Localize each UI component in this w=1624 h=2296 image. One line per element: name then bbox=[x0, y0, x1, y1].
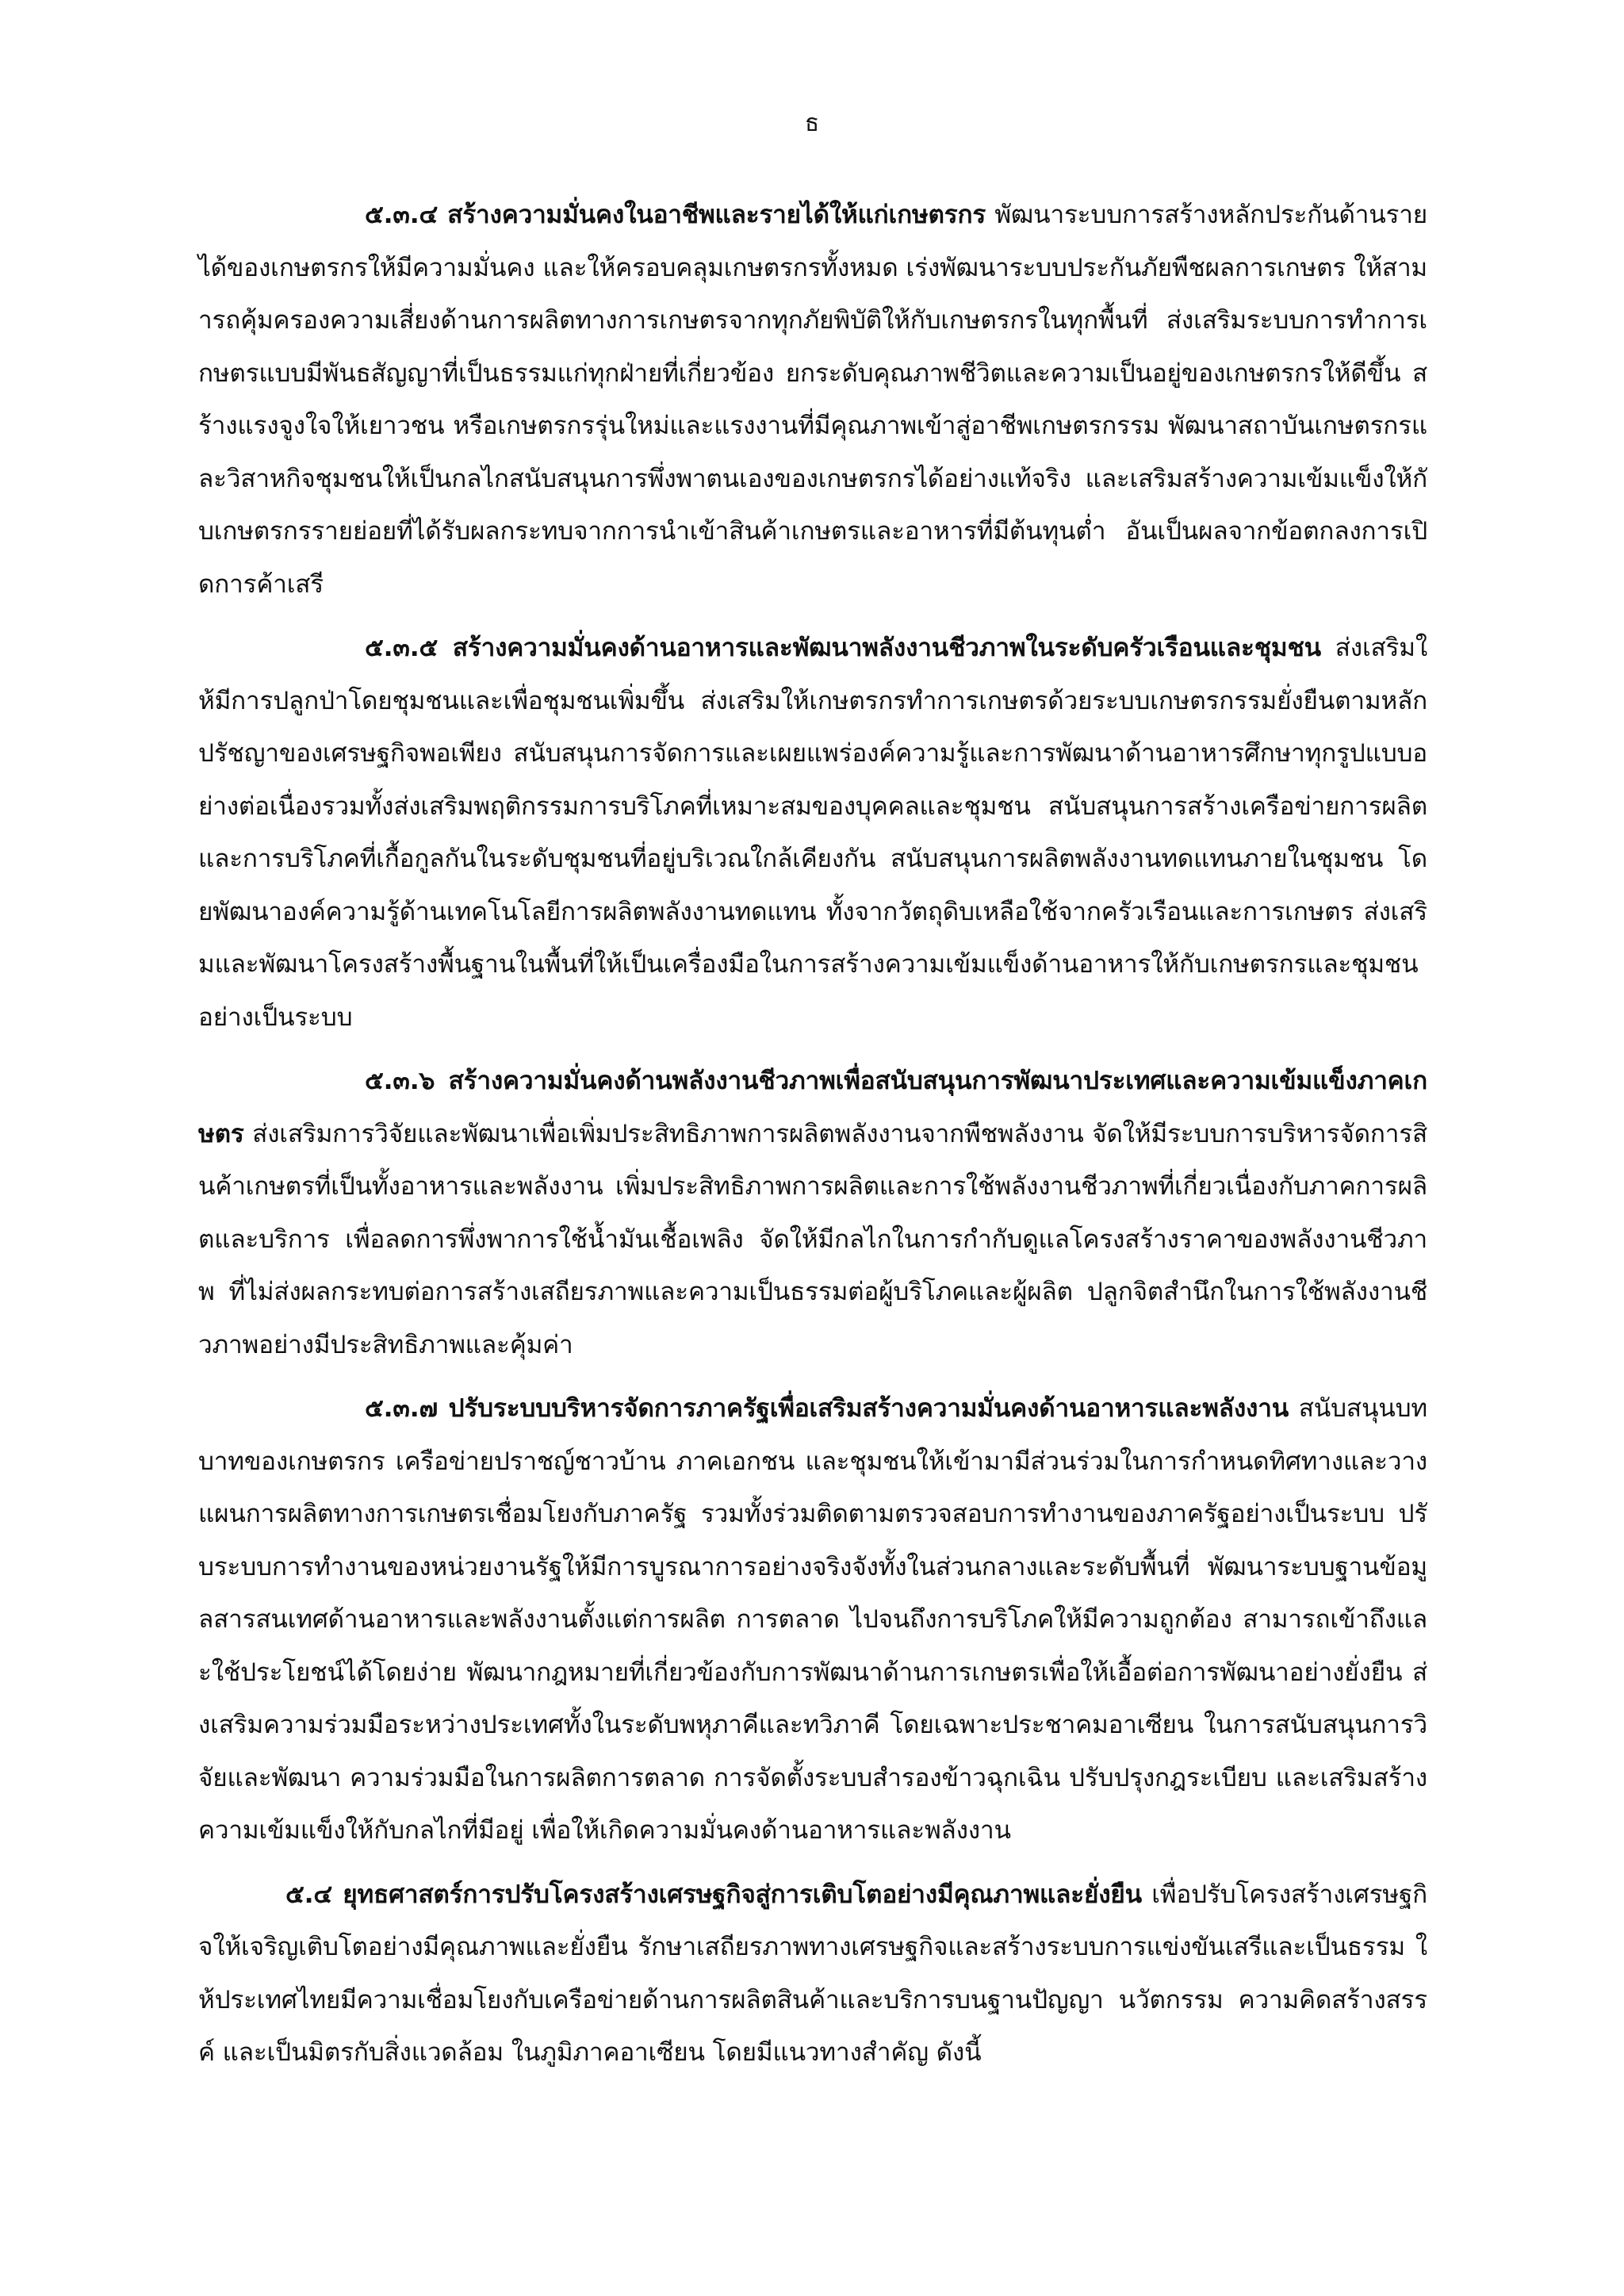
section-heading: ๕.๓.๕ สร้างความมั่นคงด้านอาหารและพัฒนาพลังงานชีวภาพในระดับครัวเรือนและชุมชน bbox=[365, 634, 1321, 662]
section-heading: ๕.๔ ยุทธศาสตร์การปรับโครงสร้างเศรษฐกิจสู่การเติบโตอย่างมีคุณภาพและยั่งยืน bbox=[285, 1880, 1142, 1909]
section-5-3-7 bbox=[198, 1382, 1427, 1857]
section-text: เพื่อปรับโครงสร้างเศรษฐกิจให้เจริญเติบโตอย่างมีคุณภาพและยั่งยืน รักษาเสถียรภาพทางเศรษฐกิจและสร้างระบบการแข่งขันเสรีและเป็นธรรม ให้ประเทศไทยมีความเชื่อมโยงกับเครือข่ายด้านการผลิตสินค้าและบริการบนฐานปัญญา นวัตกรรม ความคิดสร้างสรรค์ และเป็นมิตรกับสิ่งแวดล้อม ในภูมิภาคอาเซียน โดยมีแนวทางสำคัญ ดังนี้ bbox=[198, 1880, 1427, 2067]
section-5-4 bbox=[198, 1869, 1427, 2079]
section-5-3-5 bbox=[198, 622, 1427, 1044]
section-heading: ๕.๓.๖ สร้างความมั่นคงด้านพลังงานชีวภาพเพื่อสนับสนุนการพัฒนาประเทศและความเข้มแข็งภาคเกษตร bbox=[198, 1067, 1427, 1148]
section-text: สนับสนุนบทบาทของเกษตรกร เครือข่ายปราชญ์ชาวบ้าน ภาคเอกชน และชุมชนให้เข้ามามีส่วนร่วมในการกำหนดทิศทางและวางแผนการผลิตทางการเกษตรเชื่อมโยงกับภาครัฐ รวมทั้งร่วมติดตามตรวจสอบการทำงานของภาครัฐอย่างเป็นระบบ ปรับระบบการทำงานของหน่วยงานรัฐให้มีการบูรณาการอย่างจริงจังทั้งในส่วนกลางและระดับพื้นที่ พัฒนาระบบฐานข้อมูลสารสนเทศด้านอาหารและพลังงานตั้งแต่การผลิต การตลาด ไปจนถึงการบริโภคให้มีความถูกต้อง สามารถเข้าถึงและใช้ประโยชน์ได้โดยง่าย พัฒนากฎหมายที่เกี่ยวข้องกับการพัฒนาด้านการเกษตรเพื่อให้เอื้อต่อการพัฒนาอย่างยั่งยืน ส่งเสริมความร่วมมือระหว่างประเทศทั้งในระดับพหุภาคีและทวิภาคี โดยเฉพาะประชาคมอาเซียน ในการสนับสนุนการวิจัยและพัฒนา ความร่วมมือในการผลิตการตลาด การจัดตั้งระบบสำรองข้าวฉุกเฉิน ปรับปรุงกฎระเบียบ และเสริมสร้างความเข้มแข็งให้กับกลไกที่มีอยู่ เพื่อให้เกิดความมั่นคงด้านอาหารและพลังงาน bbox=[198, 1394, 1427, 1845]
section-heading: ๕.๓.๔ สร้างความมั่นคงในอาชีพและรายได้ให้แก่เกษตรกร bbox=[365, 201, 986, 229]
section-text: ส่งเสริมการวิจัยและพัฒนาเพื่อเพิ่มประสิทธิภาพการผลิตพลังงานจากพืชพลังงาน จัดให้มีระบบการบริหารจัดการสินค้าเกษตรที่เป็นทั้งอาหารและพลังงาน เพิ่มประสิทธิภาพการผลิตและการใช้พลังงานชีวภาพที่เกี่ยวเนื่องกับภาคการผลิตและบริการ เพื่อลดการพึ่งพาการใช้น้ำมันเชื้อเพลิง จัดให้มีกลไกในการกำกับดูแลโครงสร้างราคาของพลังงานชีวภาพ ที่ไม่ส่งผลกระทบต่อการสร้างเสถียรภาพและความเป็นธรรมต่อผู้บริโภคและผู้ผลิต ปลูกจิตสำนึกในการใช้พลังงานชีวภาพอย่างมีประสิทธิภาพและคุ้มค่า bbox=[198, 1119, 1427, 1359]
section-text: ส่งเสริมให้มีการปลูกป่าโดยชุมชนและเพื่อชุมชนเพิ่มขึ้น ส่งเสริมให้เกษตรกรทำการเกษตรด้วยระบบเกษตรกรรมยั่งยืนตามหลักปรัชญาของเศรษฐกิจพอเพียง สนับสนุนการจัดการและเผยแพร่องค์ความรู้และการพัฒนาด้านอาหารศึกษาทุกรูปแบบอย่างต่อเนื่องรวมทั้งส่งเสริมพฤติกรรมการบริโภคที่เหมาะสมของบุคคลและชุมชน สนับสนุนการสร้างเครือข่ายการผลิตและการบริโภคที่เกื้อกูลกันในระดับชุมชนที่อยู่บริเวณใกล้เคียงกัน สนับสนุนการผลิตพลังงานทดแทนภายในชุมชน โดยพัฒนาองค์ความรู้ด้านเทคโนโลยีการผลิตพลังงานทดแทน ทั้งจากวัตถุดิบเหลือใช้จากครัวเรือนและการเกษตร ส่งเสริมและพัฒนาโครงสร้างพื้นฐานในพื้นที่ให้เป็นเครื่องมือในการสร้างความเข้มแข็งด้านอาหารให้กับเกษตรกรและชุมชนอย่างเป็นระบบ bbox=[198, 634, 1427, 1032]
section-5-3-4 bbox=[198, 189, 1427, 611]
page-number: ธ bbox=[804, 109, 820, 137]
document-body bbox=[198, 189, 1427, 2091]
section-heading: ๕.๓.๗ ปรับระบบบริหารจัดการภาครัฐเพื่อเสริมสร้างความมั่นคงด้านอาหารและพลังงาน bbox=[365, 1394, 1289, 1423]
section-5-3-6 bbox=[198, 1055, 1427, 1371]
section-text: พัฒนาระบบการสร้างหลักประกันด้านรายได้ของเกษตรกรให้มีความมั่นคง และให้ครอบคลุมเกษตรกรทั้งหมด เร่งพัฒนาระบบประกันภัยพืชผลการเกษตร ให้สามารถคุ้มครองความเสี่ยงด้านการผลิตทางการเกษตรจากทุกภัยพิบัติให้กับเกษตรกรในทุกพื้นที่ ส่งเสริมระบบการทำการเกษตรแบบมีพันธสัญญาที่เป็นธรรมแก่ทุกฝ่ายที่เกี่ยวข้อง ยกระดับคุณภาพชีวิตและความเป็นอยู่ของเกษตรกรให้ดีขึ้น สร้างแรงจูงใจให้เยาวชน หรือเกษตรกรรุ่นใหม่และแรงงานที่มีคุณภาพเข้าสู่อาชีพเกษตรกรรม พัฒนาสถาบันเกษตรกรและวิสาหกิจชุมชนให้เป็นกลไกสนับสนุนการพึ่งพาตนเองของเกษตรกรได้อย่างแท้จริง และเสริมสร้างความเข้มแข็งให้กับเกษตรกรรายย่อยที่ได้รับผลกระทบจากการนำเข้าสินค้าเกษตรและอาหารที่มีต้นทุนต่ำ อันเป็นผลจากข้อตกลงการเปิดการค้าเสรี bbox=[198, 201, 1428, 599]
